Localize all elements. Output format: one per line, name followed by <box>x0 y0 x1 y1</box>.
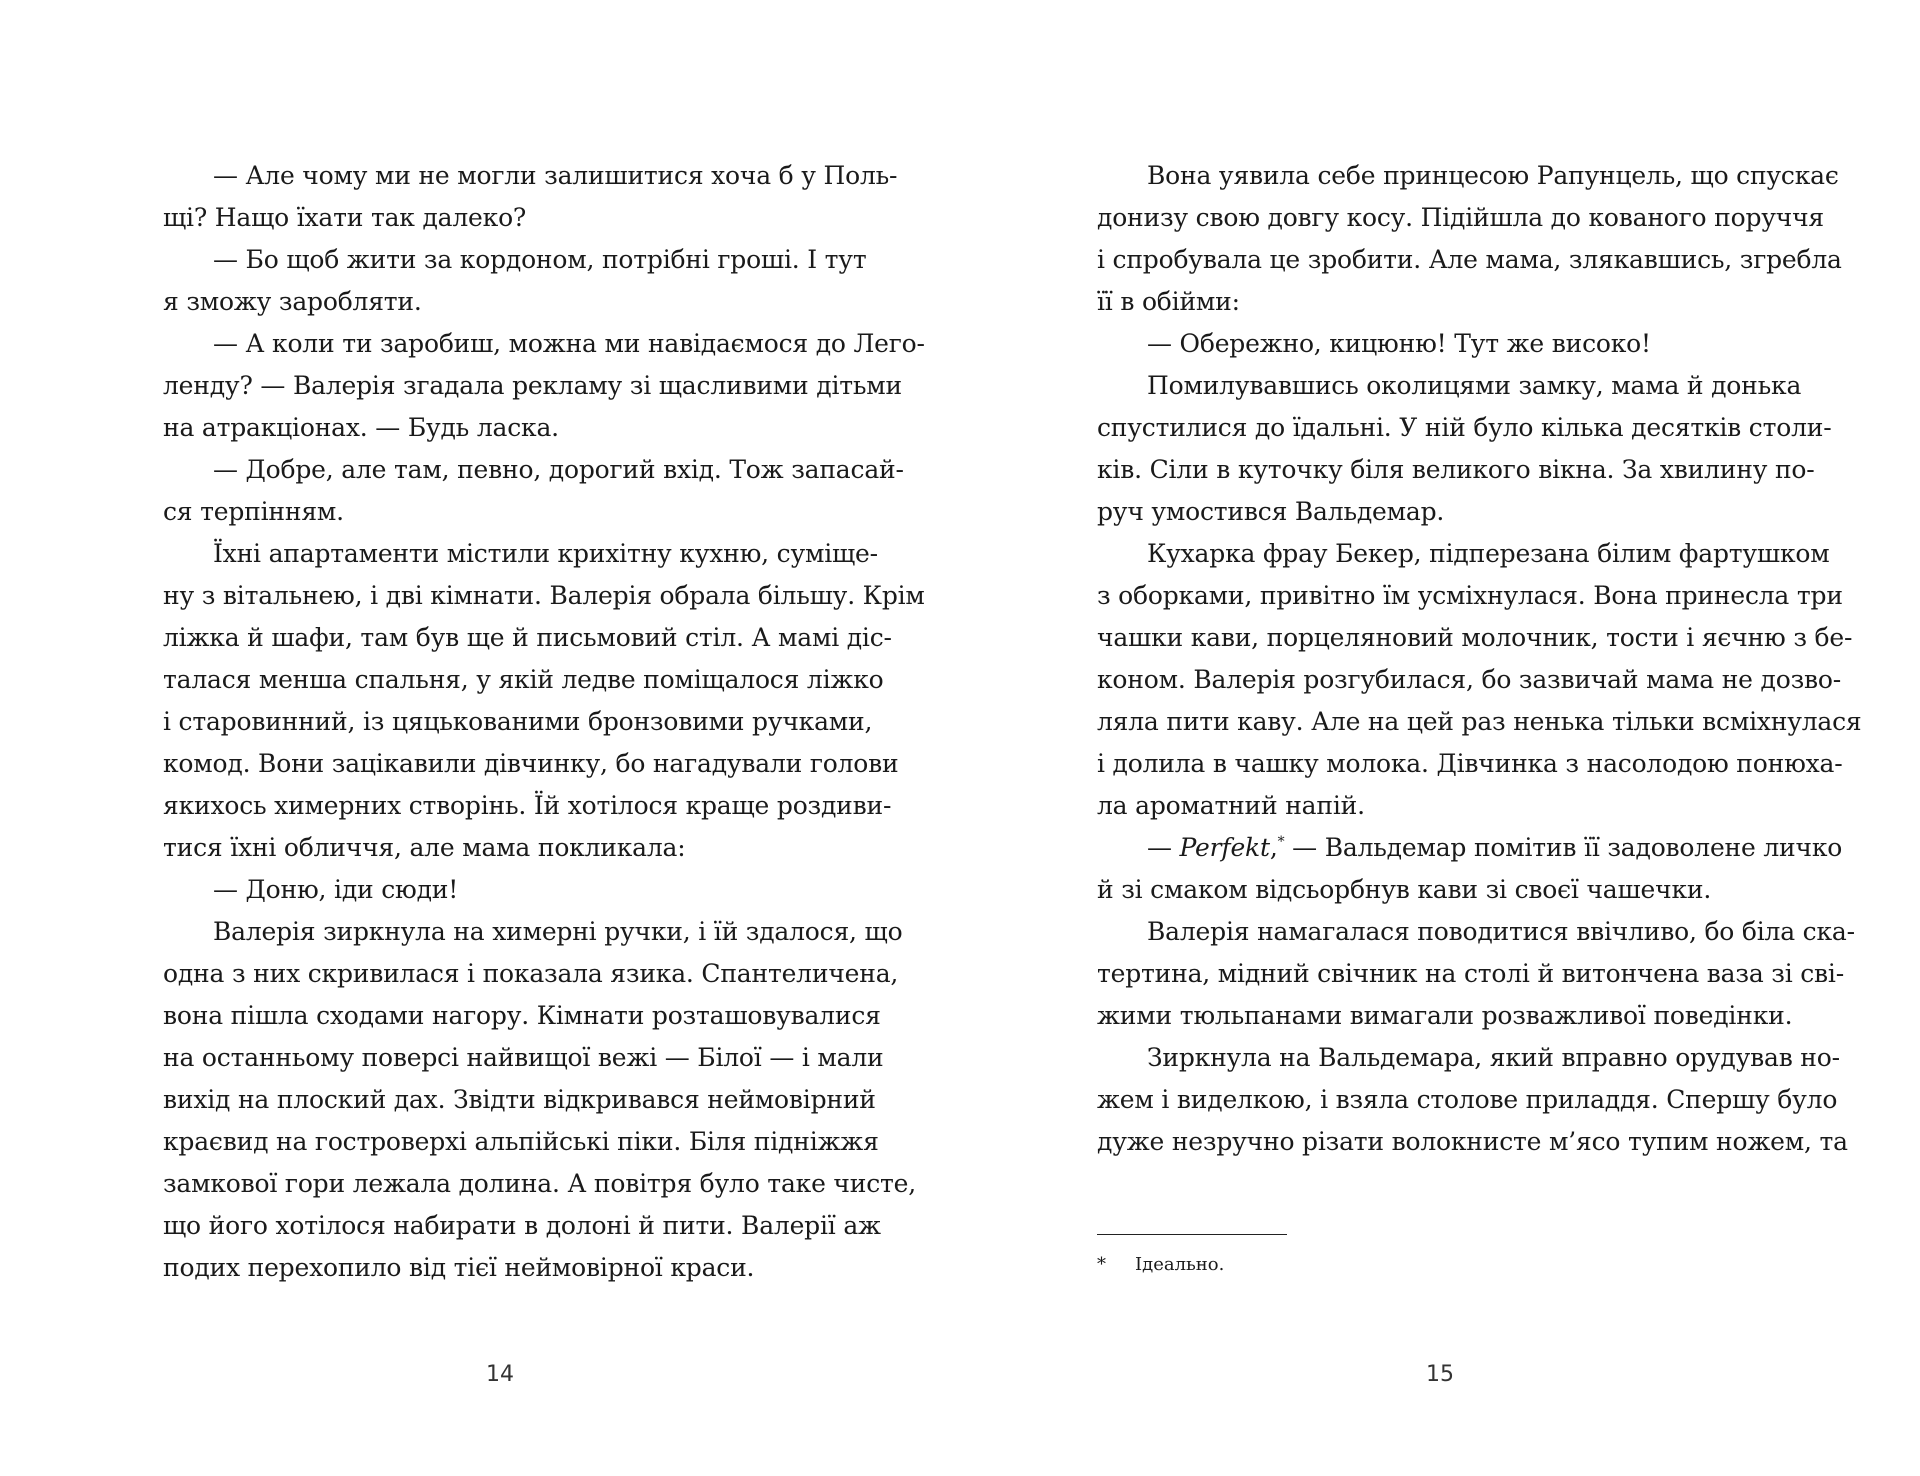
text-line: Вона уявила себе принцесою Рапунцель, що спускає <box>1147 161 1839 190</box>
right-page <box>960 0 1920 1476</box>
text-line: — А коли ти заробиш, можна ми навідаємося до Лего- <box>213 329 925 358</box>
page-number: 15 <box>1426 1362 1454 1387</box>
text-line: я зможу заробляти. <box>163 287 422 316</box>
text-line: на атракціонах. — Будь ласка. <box>163 413 559 442</box>
text-line: й зі смаком відсьорбнув кави зі своєї чашечки. <box>1097 875 1712 904</box>
text-line: подих перехопило від тієї неймовірної краси. <box>163 1253 755 1282</box>
footnote-mark: * <box>1097 1254 1106 1275</box>
text-line: — Обережно, кицюню! Тут же високо! <box>1147 329 1651 358</box>
text-line: вихід на плоский дах. Звідти відкривався неймовірний <box>163 1085 876 1114</box>
text-line: Кухарка фрау Бекер, підперезана білим фартушком <box>1147 539 1830 568</box>
footnote <box>1097 1250 1224 1280</box>
text-line: Зиркнула на Вальдемара, який вправно орудував но- <box>1147 1043 1840 1072</box>
text-line: на останньому поверсі найвищої вежі — Білої — і мали <box>163 1043 884 1072</box>
text-line: і старовинний, із цяцькованими бронзовими ручками, <box>163 707 873 736</box>
left-page-text <box>163 155 925 1289</box>
text-line: краєвид на гостроверхі альпійські піки. Біля підніжжя <box>163 1127 879 1156</box>
text-line: Валерія зиркнула на химерні ручки, і їй здалося, що <box>213 917 903 946</box>
right-page-text <box>1097 155 1862 1163</box>
comma: , <box>1269 833 1278 862</box>
text-line: ся терпінням. <box>163 497 344 526</box>
text-line: її в обійми: <box>1097 287 1240 316</box>
text-line: ленду? — Валерія згадала рекламу зі щасливими дітьми <box>163 371 902 400</box>
text-line: ну з вітальнею, і дві кімнати. Валерія обрала більшу. Крім <box>163 581 925 610</box>
text-line: тися їхні обличчя, але мама покликала: <box>163 833 686 862</box>
text-line: Їхні апартаменти містили крихітну кухню, суміще- <box>213 539 878 568</box>
text-line: спустилися до їдальні. У ній було кілька десятків столи- <box>1097 413 1832 442</box>
dash: — <box>1147 833 1180 862</box>
text-line: замкової гори лежала долина. А повітря було таке чисте, <box>163 1169 916 1198</box>
foreign-word: Perfekt <box>1179 833 1270 862</box>
text-line: тертина, мідний свічник на столі й витончена ваза зі сві- <box>1097 959 1844 988</box>
text-line: жими тюльпанами вимагали розважливої поведінки. <box>1097 1001 1793 1030</box>
text-line: дуже незручно різати волокнисте м’ясо тупим ножем, та <box>1097 1127 1848 1156</box>
line-rest: — Вальдемар помітив її задоволене личко <box>1284 833 1843 862</box>
footnote-divider <box>1097 1234 1287 1235</box>
text-line: Валерія намагалася поводитися ввічливо, бо біла ска- <box>1147 917 1855 946</box>
text-line: вона пішла сходами нагору. Кімнати розташовувалися <box>163 1001 881 1030</box>
text-line: комод. Вони зацікавили дівчинку, бо нагадували голови <box>163 749 899 778</box>
footnote-text: Ідеально. <box>1135 1254 1225 1275</box>
text-line: що його хотілося набирати в долоні й пити. Валерії аж <box>163 1211 881 1240</box>
text-line: — Доню, іди сюди! <box>213 875 459 904</box>
text-line: одна з них скривилася і показала язика. Спантеличена, <box>163 959 899 988</box>
text-line: і долила в чашку молока. Дівчинка з насолодою понюха- <box>1097 749 1843 778</box>
text-line: ла ароматний напій. <box>1097 791 1365 820</box>
text-line: ляла пити каву. Але на цей раз ненька тільки всміхнулася <box>1097 707 1862 736</box>
footnote-reference[interactable]: * <box>1277 834 1285 850</box>
text-line: — Але чому ми не могли залишитися хоча б у Поль- <box>213 161 898 190</box>
text-line-perfekt <box>1097 827 1843 869</box>
page-number: 14 <box>486 1362 514 1387</box>
text-line: — Бо щоб жити за кордоном, потрібні гроші. І тут <box>213 245 867 274</box>
text-line: чашки кави, порцеляновий молочник, тости і яєчню з бе- <box>1097 623 1853 652</box>
text-line: і спробувала це зробити. Але мама, злякавшись, згребла <box>1097 245 1842 274</box>
text-line: талася менша спальня, у якій ледве поміщалося ліжко <box>163 665 884 694</box>
text-line: якихось химерних створінь. Їй хотілося краще роздиви- <box>163 791 892 820</box>
text-line: коном. Валерія розгубилася, бо зазвичай мама не дозво- <box>1097 665 1841 694</box>
text-line: ліжка й шафи, там був ще й письмовий стіл. А мамі діс- <box>163 623 892 652</box>
text-line: жем і виделкою, і взяла столове приладдя. Спершу було <box>1097 1085 1838 1114</box>
text-line: донизу свою довгу косу. Підійшла до кованого поруччя <box>1097 203 1824 232</box>
text-line: з оборками, привітно їм усміхнулася. Вона принесла три <box>1097 581 1843 610</box>
text-line: Помилувавшись околицями замку, мама й донька <box>1147 371 1802 400</box>
text-line: ків. Сіли в куточку біля великого вікна. За хвилину по- <box>1097 455 1815 484</box>
text-line: руч умостився Вальдемар. <box>1097 497 1445 526</box>
text-line: — Добре, але там, певно, дорогий вхід. Тож запасай- <box>213 455 904 484</box>
text-line: щі? Нащо їхати так далеко? <box>163 203 527 232</box>
